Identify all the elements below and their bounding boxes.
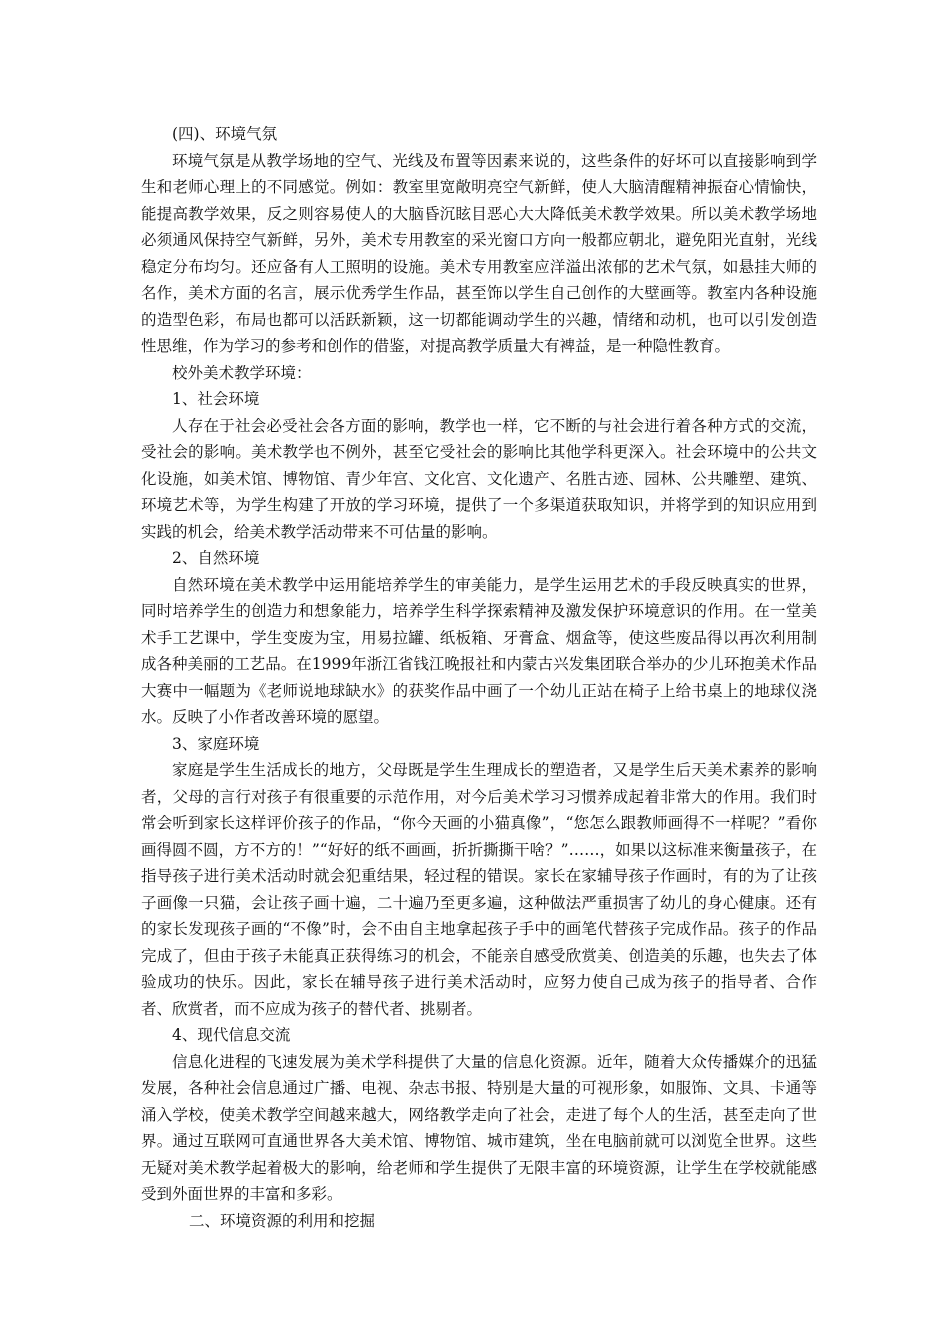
section-heading: 2、自然环境: [172, 549, 260, 567]
section-heading: 3、家庭环境: [172, 734, 260, 753]
paragraph: 自然环境在美术教学中运用能培养学生的审美能力，是学生运用艺术的手段反映真实的世界，同时培养学生的创造力和想象能力，培养学生科学探索精神及激发保护环境意识的作用。在一堂美术手工艺课中，学生变废为宝，用易拉罐、纸板箱、牙膏盒、烟盒等，使这些废品得以再次利用制成各种美丽的工艺品。在1999年浙江省钱江晚报社和内蒙古兴发集团联合举办的少儿环抱美术作品大赛中一幅题为《老师说地球缺水》的获奖作品中画了一个幼儿正站在椅子上给书桌上的地球仪浇水。反映了小作者改善环境的愿望。: [141, 575, 817, 726]
paragraph: 环境气氛是从教学场地的空气、光线及布置等因素来说的，这些条件的好坏可以直接影响到学生和老师心理上的不同感觉。例如：教室里宽敞明亮空气新鲜，使人大脑清醒精神振奋心情愉快，能提高教学效果，反之则容易使人的大脑昏沉眩目恶心大大降低美术教学效果。所以美术教学场地必须通风保持空气新鲜，另外，美术专用教室的采光窗口方向一般都应朝北，避免阳光直射，光线稳定分布均匀。还应备有人工照明的设施。美术专用教室应洋溢出浓郁的艺术气氛，如悬挂大师的名作，美术方面的名言，展示优秀学生作品，甚至饰以学生自己创作的大壁画等。教室内各种设施的造型色彩，布局也都可以活跃新颖，这一切都能调动学生的兴趣，情绪和动机，也可以引发创造性思维，作为学习的参考和创作的借鉴，对提高教学质量大有裨益，是一种隐性教育。: [141, 151, 817, 355]
paragraph: 家庭是学生生活成长的地方，父母既是学生生理成长的塑造者，又是学生后天美术素养的影响者，父母的言行对孩子有很重要的示范作用，对今后美术学习习惯养成起着非常大的作用。我们时常会听到家长这样评价孩子的作品，“你今天画的小猫真像”，“您怎么跟教师画得不一样呢？”看你画得圆不圆，方不方的！”“好好的纸不画画，折折撕撕干啥？”……，如果以这标准来衡量孩子，在指导孩子进行美术活动时就会犯重结果，轻过程的错误。家长在家辅导孩子作画时，有的为了让孩子画像一只猫，会让孩子画十遍，二十遍乃至更多遍，这种做法严重损害了幼儿的身心健康。还有的家长发现孩子画的“不像”时，会不由自主地拿起孩子手中的画笔代替孩子完成作品。孩子的作品完成了，但由于孩子未能真正获得练习的机会，不能亲自感受欣赏美、创造美的乐趣，也失去了体验成功的快乐。因此，家长在辅导孩子进行美术活动时，应努力使自己成为孩子的指导者、合作者、欣赏者，而不应成为孩子的替代者、挑剔者。: [141, 761, 817, 1018]
section-heading: 校外美术教学环境：: [172, 363, 312, 382]
paragraph: 信息化进程的飞速发展为美术学科提供了大量的信息化资源。近年，随着大众传播媒介的迅猛发展，各种社会信息通过广播、电视、杂志书报、特别是大量的可视形象，如服饰、文具、卡通等涌入学校，使美术教学空间越来越大，网络教学走向了社会，走进了每个人的生活，甚至走向了世界。通过互联网可直通世界各大美术馆、博物馆、城市建筑，坐在电脑前就可以浏览全世界。这些无疑对美术教学起着极大的影响，给老师和学生提供了无限丰富的环境资源，让学生在学校就能感受到外面世界的丰富和多彩。: [141, 1052, 817, 1203]
section-heading: 4、现代信息交流: [172, 1026, 291, 1044]
section-heading: 二、环境资源的利用和挖掘: [189, 1211, 376, 1230]
section-heading: (四)、环境气氛: [172, 125, 278, 143]
paragraph: 人存在于社会必受社会各方面的影响，教学也一样，它不断的与社会进行着各种方式的交流，受社会的影响。美术教学也不例外，甚至它受社会的影响比其他学科更深入。社会环境中的公共文化设施，如美术馆、博物馆、青少年宫、文化宫、文化遗产、名胜古迹、园林、公共雕塑、建筑、环境艺术等，为学生构建了开放的学习环境，提供了一个多渠道获取知识，并将学到的知识应用到实践的机会，给美术教学活动带来不可估量的影响。: [141, 416, 817, 541]
document-page: [141, 121, 817, 1234]
section-heading: 1、社会环境: [172, 390, 260, 408]
